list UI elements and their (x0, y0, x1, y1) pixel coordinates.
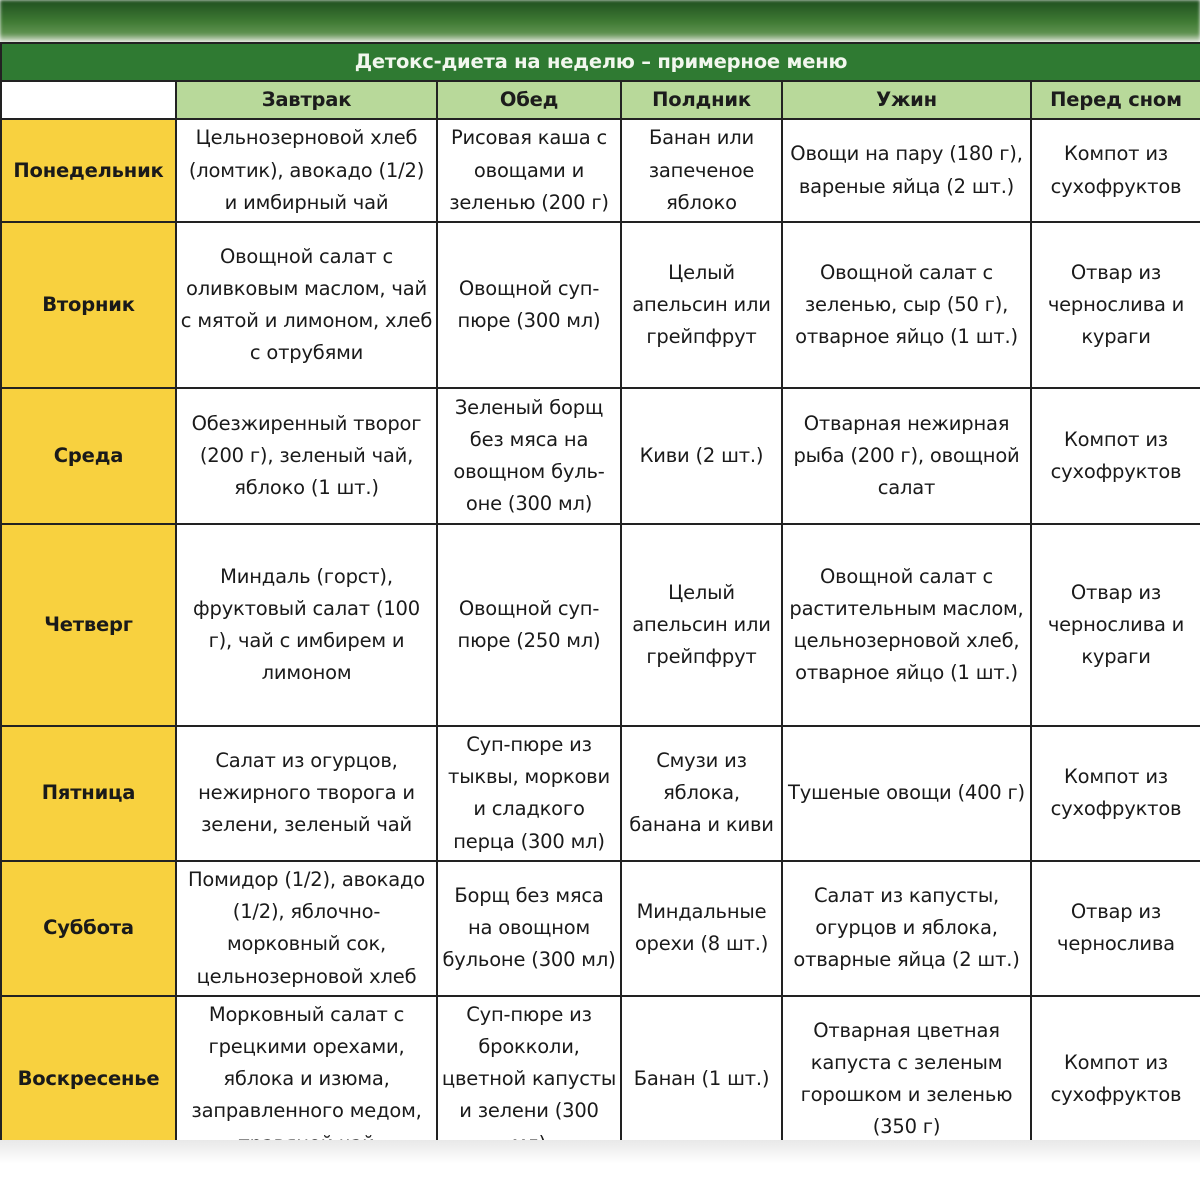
day-cell: Среда (1, 388, 176, 524)
meal-cell: Киви (2 шт.) (621, 388, 782, 524)
meal-cell: Отварная нежирная рыба (200 г), овощной салат (782, 388, 1031, 524)
title-row (1, 43, 1200, 81)
detox-menu-table (0, 42, 1200, 1164)
day-cell: Суббота (1, 861, 176, 996)
meal-cell: Зеленый борщ без мяса на овощном буль-оне (300 мл) (437, 388, 621, 524)
column-header-dinner: Ужин (782, 81, 1031, 119)
meal-cell: Обезжиренный творог (200 г), зеленый чай, яблоко (1 шт.) (176, 388, 437, 524)
table-row-friday (1, 726, 1200, 861)
table-row-sunday (1, 996, 1200, 1163)
top-header-strip (0, 0, 1200, 42)
meal-cell: Цельнозерновой хлеб (ломтик), авокадо (1/2) и имбирный чай (176, 119, 437, 222)
meal-cell: Тушеные овощи (400 г) (782, 726, 1031, 861)
bottom-fade (0, 1140, 1200, 1200)
day-cell: Воскресенье (1, 996, 176, 1163)
day-cell: Четверг (1, 524, 176, 726)
meal-cell: Смузи из яблока, банана и киви (621, 726, 782, 861)
day-cell: Пятница (1, 726, 176, 861)
meal-cell: Целый апельсин или грейпфрут (621, 222, 782, 388)
table-row-tuesday (1, 222, 1200, 388)
table-row-thursday (1, 524, 1200, 726)
day-cell: Вторник (1, 222, 176, 388)
meal-cell: Компот из сухофруктов (1031, 996, 1200, 1163)
column-header-before-sleep: Перед сном (1031, 81, 1200, 119)
meal-cell: Банан или запеченое яблоко (621, 119, 782, 222)
corner-cell (1, 81, 176, 119)
meal-cell: Отварная цветная капуста с зеленым горошком и зеленью (350 г) (782, 996, 1031, 1163)
meal-cell: Овощной салат с оливковым маслом, чай с мятой и лимоном, хлеб с отрубями (176, 222, 437, 388)
meal-cell: Отвар из чернослива и кураги (1031, 222, 1200, 388)
table-row-saturday (1, 861, 1200, 996)
table-title: Детокс-диета на неделю – примерное меню (1, 43, 1200, 81)
meal-cell: Салат из капусты, огурцов и яблока, отварные яйца (2 шт.) (782, 861, 1031, 996)
meal-cell: Отвар из чернослива (1031, 861, 1200, 996)
meal-cell: Овощной салат с растительным маслом, цельнозерновой хлеб, отварное яйцо (1 шт.) (782, 524, 1031, 726)
meal-cell: Овощи на пару (180 г), вареные яйца (2 шт.) (782, 119, 1031, 222)
meal-cell: Рисовая каша с овощами и зеленью (200 г) (437, 119, 621, 222)
header-row (1, 81, 1200, 119)
column-header-lunch: Обед (437, 81, 621, 119)
column-header-snack: Полдник (621, 81, 782, 119)
day-cell: Понедельник (1, 119, 176, 222)
table-row-monday (1, 119, 1200, 222)
meal-cell: Миндаль (горст), фруктовый салат (100 г), чай с имбирем и лимоном (176, 524, 437, 726)
meal-cell: Суп-пюре из тыквы, моркови и сладкого перца (300 мл) (437, 726, 621, 861)
meal-cell: Морковный салат с грецкими орехами, яблока и изюма, заправленного медом, (176, 996, 437, 1163)
meal-cell: Отвар из чернослива и кураги (1031, 524, 1200, 726)
meal-cell: Банан (1 шт.) (621, 996, 782, 1163)
meal-cell: Компот из сухофруктов (1031, 119, 1200, 222)
meal-cell: Помидор (1/2), авокадо (1/2), яблочно-морковный сок, цельнозерновой хлеб (176, 861, 437, 996)
meal-cell: Целый апельсин или грейпфрут (621, 524, 782, 726)
meal-cell: Овощной суп-пюре (250 мл) (437, 524, 621, 726)
meal-cell: Суп-пюре из брокколи, цветной капусты и зелени (300 (437, 996, 621, 1163)
meal-cell: Борщ без мяса на овощном бульоне (300 мл) (437, 861, 621, 996)
meal-cell: Миндальные орехи (8 шт.) (621, 861, 782, 996)
table-row-wednesday (1, 388, 1200, 524)
meal-cell: Салат из огурцов, нежирного творога и зелени, зеленый чай (176, 726, 437, 861)
meal-cell: Овощной салат с зеленью, сыр (50 г), отварное яйцо (1 шт.) (782, 222, 1031, 388)
column-header-breakfast: Завтрак (176, 81, 437, 119)
meal-cell: Овощной суп-пюре (300 мл) (437, 222, 621, 388)
meal-cell: Компот из сухофруктов (1031, 726, 1200, 861)
meal-cell: Компот из сухофруктов (1031, 388, 1200, 524)
